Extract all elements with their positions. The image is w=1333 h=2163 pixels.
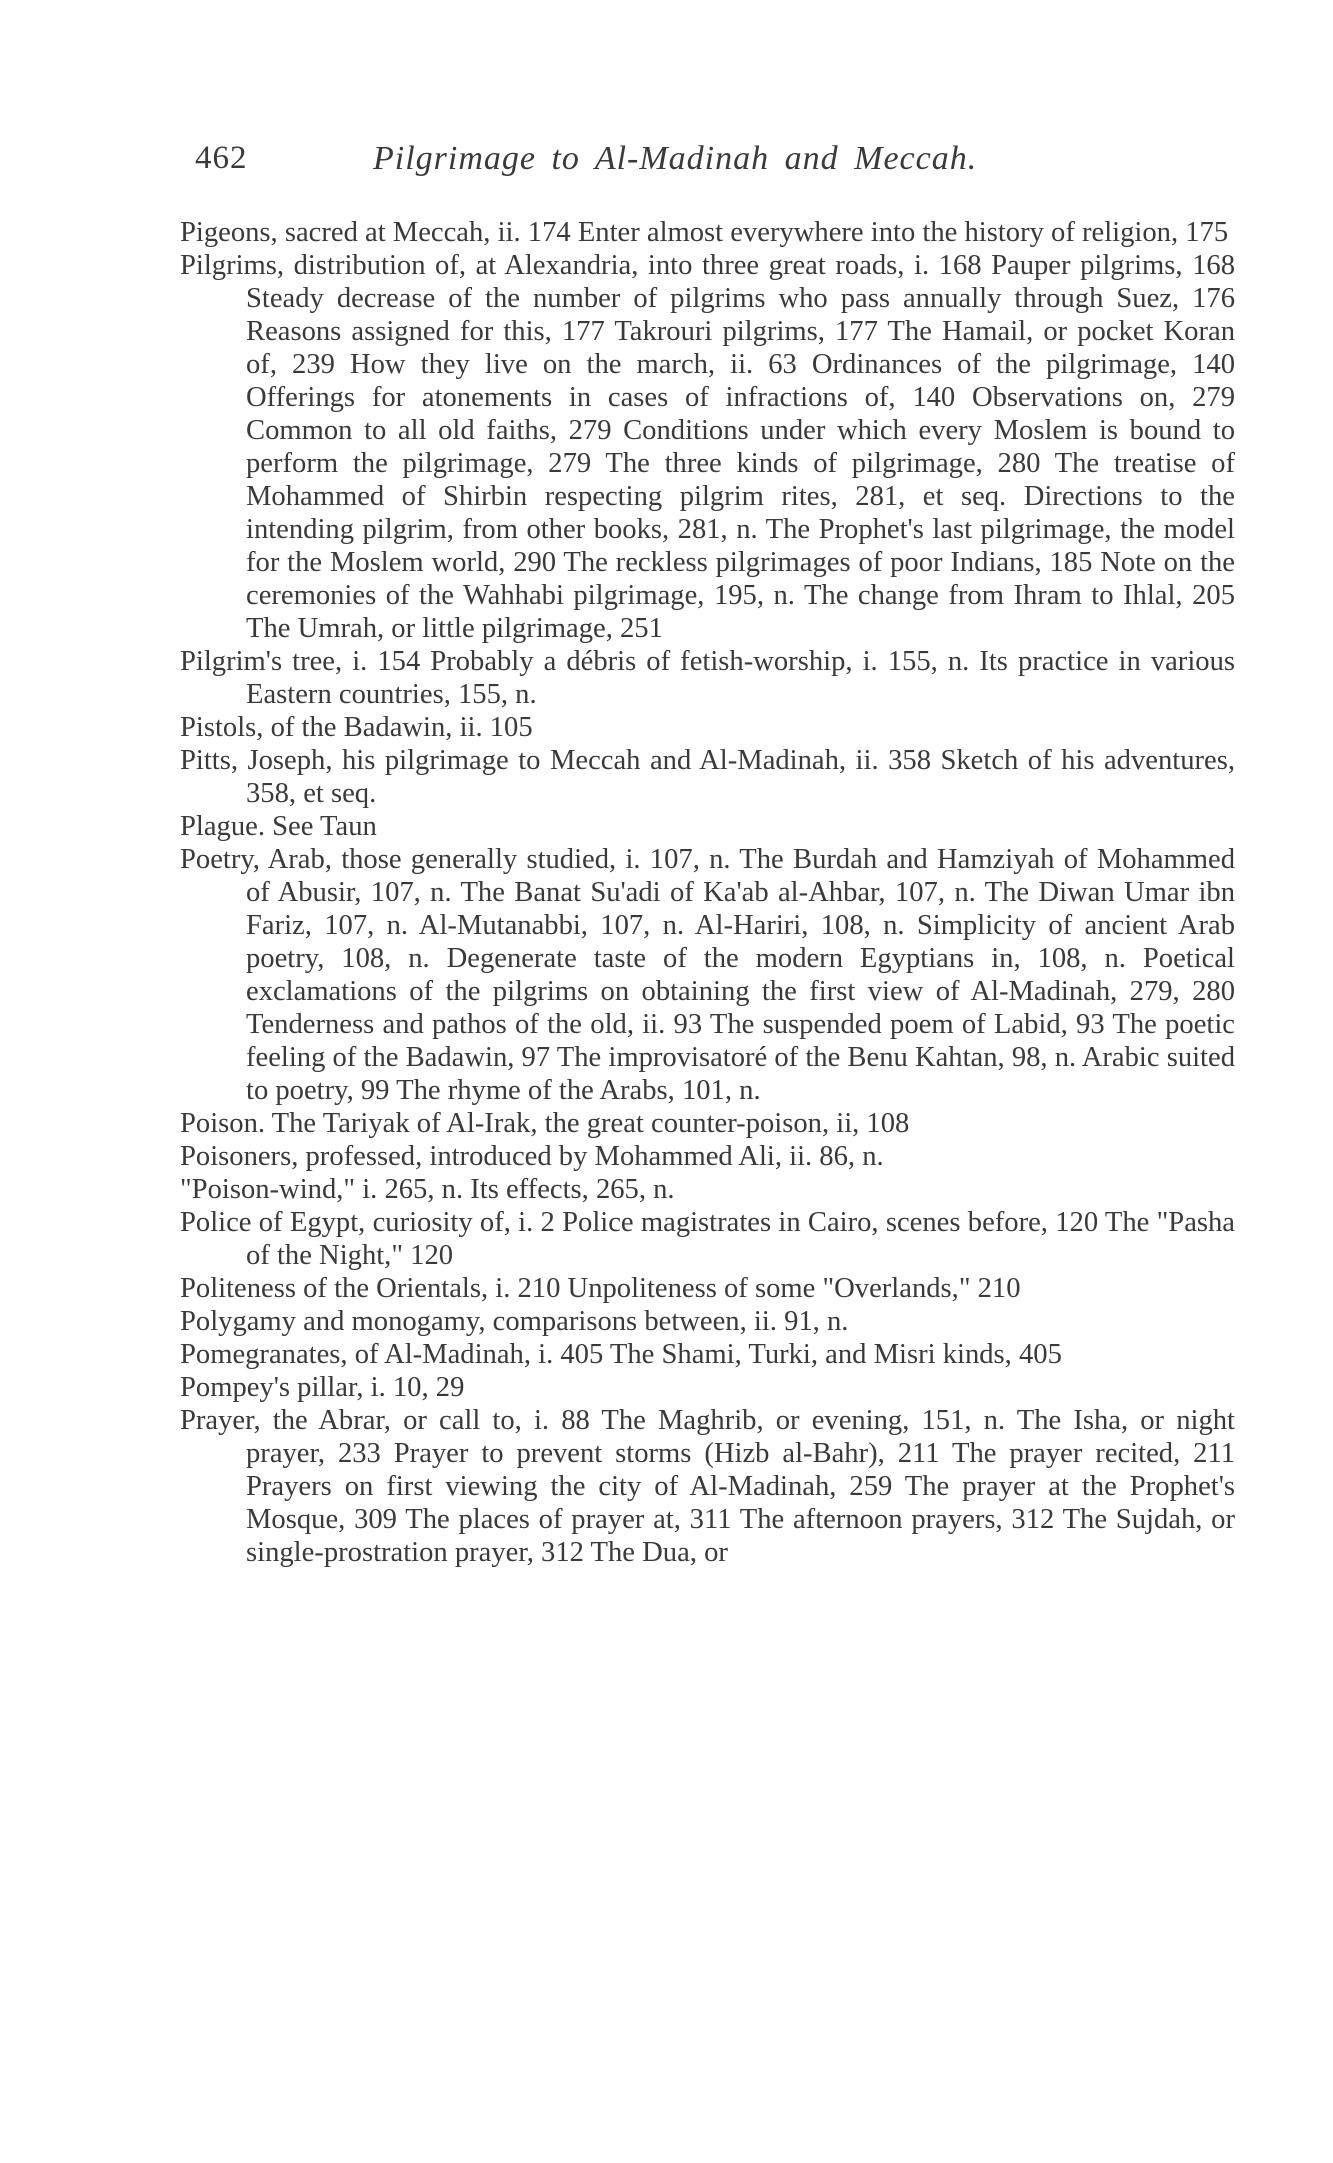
index-entry-plague: Plague. See Taun (180, 811, 377, 842)
page-header (195, 140, 1245, 190)
index-entry-pitts: Pitts, Joseph, his pilgrimage to Meccah and Al-Madinah, ii. 358 Sketch of his adventures, 358, et seq. (180, 745, 1235, 809)
index-entry-police: Police of Egypt, curiosity of, i. 2 Police magistrates in Cairo, scenes before, 120 The "Pasha of the Night," 120 (180, 1207, 1235, 1271)
index-entry-pigeons: Pigeons, sacred at Meccah, ii. 174 Enter almost everywhere into the history of religion, 175 (180, 217, 1229, 248)
index-entry-pilgrims: Pilgrims, distribution of, at Alexandria, into three great roads, i. 168 Pauper pilgrims, 168 Steady decrease of the number of pilgrims who pass annually through Suez, 176 Reasons assigned for this, 177 Takrouri pilgrims, 177 The Hamail, or pocket Koran of, 239 How they live on the march, ii. 63 Ordinances of the pilgrimage, 140 Offerings for atonements in cases of infractions of, 140 Observations on, 279 Common to all old faiths, 279 Conditions under which every Moslem is bound to perform the pilgrimage, 279 The three kinds of pilgrimage, 280 The treatise of Mohammed of Shirbin respecting pilgrim rites, 281, et seq. Directions to the intending pilgrim, from other books, 281, n. The Prophet's last pilgrimage, the model for the Moslem world, 290 The reckless pilgrimages of poor Indians, 185 Note on the ceremonies of the Wahhabi pilgrimage, 195, n. The change from Ihram to Ihlal, 205 The Umrah, or little pilgrimage, 251 (180, 250, 1235, 644)
index-entry-pompeys-pillar: Pompey's pillar, i. 10, 29 (180, 1372, 465, 1403)
page-number: 462 (195, 140, 248, 176)
index-entries (180, 216, 1235, 1569)
index-entry-poison-wind: "Poison-wind," i. 265, n. Its effects, 265, n. (180, 1174, 675, 1205)
index-entry-poisoners: Poisoners, professed, introduced by Mohammed Ali, ii. 86, n. (180, 1141, 884, 1172)
index-entry-pilgrims-tree: Pilgrim's tree, i. 154 Probably a débris of fetish-worship, i. 155, n. Its practice in various Eastern countries, 155, n. (180, 646, 1235, 710)
index-entry-poetry: Poetry, Arab, those generally studied, i. 107, n. The Burdah and Hamziyah of Mohammed of Abusir, 107, n. The Banat Su'adi of Ka'ab al-Ahbar, 107, n. The Diwan Umar ibn Fariz, 107, n. Al-Mutanabbi, 107, n. Al-Hariri, 108, n. Simplicity of ancient Arab poetry, 108, n. Degenerate taste of the modern Egyptians in, 108, n. Poetical exclamations of the pilgrims on obtaining the first view of Al-Madinah, 279, 280 Tenderness and pathos of the old, ii. 93 The suspended poem of Labid, 93 The poetic feeling of the Badawin, 97 The improvisatoré of the Benu Kahtan, 98, n. Arabic suited to poetry, 99 The rhyme of the Arabs, 101, n. (180, 844, 1235, 1106)
running-title: Pilgrimage to Al-Madinah and Meccah. (373, 140, 978, 177)
index-entry-prayer: Prayer, the Abrar, or call to, i. 88 The Maghrib, or evening, 151, n. The Isha, or night prayer, 233 Prayer to prevent storms (Hizb al-Bahr), 211 The prayer recited, 211 Prayers on first viewing the city of Al-Madinah, 259 The prayer at the Prophet's Mosque, 309 The places of prayer at, 311 The afternoon prayers, 312 The Sujdah, or single-prostration prayer, 312 The Dua, or (180, 1405, 1235, 1568)
index-entry-pomegranates: Pomegranates, of Al-Madinah, i. 405 The Shami, Turki, and Misri kinds, 405 (180, 1339, 1062, 1370)
index-entry-polygamy: Polygamy and monogamy, comparisons between, ii. 91, n. (180, 1306, 849, 1337)
index-entry-politeness: Politeness of the Orientals, i. 210 Unpoliteness of some "Overlands," 210 (180, 1273, 1021, 1304)
index-entry-pistols: Pistols, of the Badawin, ii. 105 (180, 712, 533, 743)
index-entry-poison: Poison. The Tariyak of Al-Irak, the great counter-poison, ii, 108 (180, 1108, 910, 1139)
